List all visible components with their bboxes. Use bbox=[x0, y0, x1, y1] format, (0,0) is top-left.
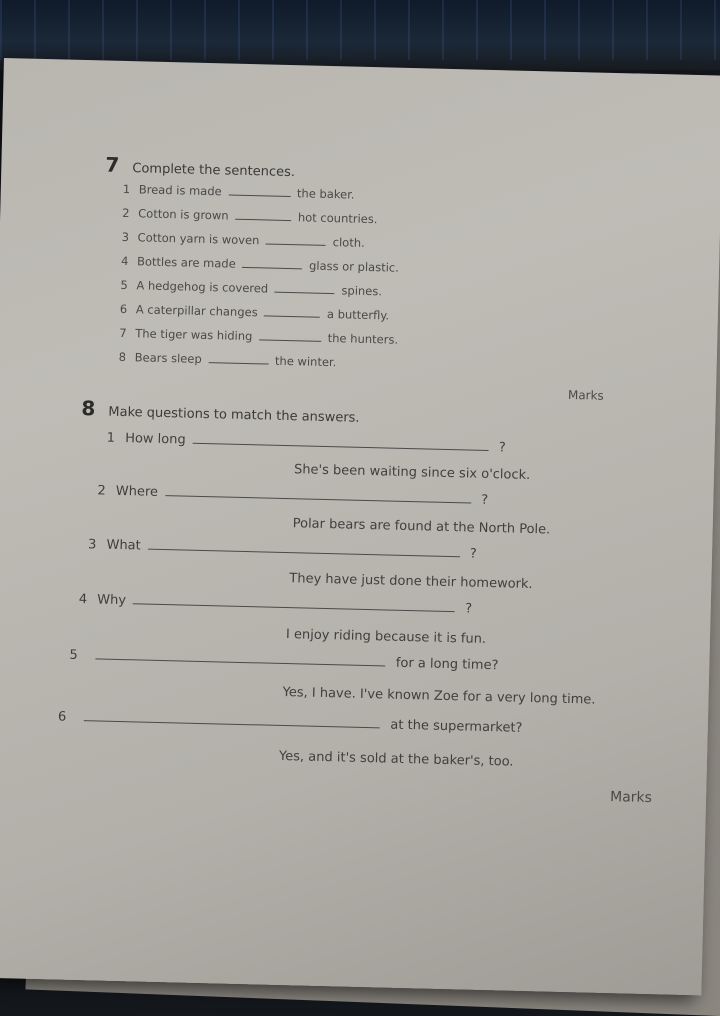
question-end: ? bbox=[464, 601, 473, 617]
exercise-7-number: 7 bbox=[105, 152, 120, 177]
question-end: ? bbox=[481, 492, 489, 508]
question-blank[interactable] bbox=[84, 720, 380, 728]
exercise-7-title: Complete the sentences. bbox=[132, 161, 296, 181]
question-blank[interactable] bbox=[193, 443, 489, 451]
answer-text: They have just done their homework. bbox=[289, 571, 533, 593]
sentence-start: A caterpillar changes bbox=[135, 302, 258, 320]
question-blank[interactable] bbox=[165, 495, 471, 503]
question-start: Where bbox=[115, 483, 159, 500]
item-number: 6 bbox=[57, 709, 67, 725]
answer-text: I enjoy riding because it is fun. bbox=[285, 627, 487, 647]
answer-text: Yes, and it's sold at the baker's, too. bbox=[278, 748, 514, 770]
answer-blank[interactable] bbox=[266, 243, 326, 245]
sentence-start: A hedgehog is covered bbox=[136, 278, 269, 296]
answer-blank[interactable] bbox=[264, 315, 320, 317]
exercise-7-item bbox=[119, 350, 337, 369]
exercise-7-item bbox=[120, 278, 382, 298]
exercise-8-number: 8 bbox=[81, 396, 96, 421]
question-row bbox=[69, 648, 498, 673]
item-number: 6 bbox=[119, 301, 128, 317]
item-number: 1 bbox=[106, 430, 116, 446]
sentence-end: the hunters. bbox=[327, 330, 399, 347]
question-start: Why bbox=[97, 592, 127, 609]
worksheet-page bbox=[0, 58, 720, 995]
answer-blank[interactable] bbox=[242, 267, 302, 269]
item-number: 8 bbox=[118, 349, 127, 365]
question-blank[interactable] bbox=[148, 549, 460, 558]
exercise-7-header bbox=[105, 153, 295, 182]
sentence-start: Bottles are made bbox=[136, 254, 236, 271]
question-end: ? bbox=[469, 546, 477, 562]
question-blank[interactable] bbox=[96, 658, 386, 666]
item-number: 1 bbox=[122, 181, 131, 197]
item-number: 3 bbox=[121, 229, 130, 245]
sentence-end: cloth. bbox=[332, 235, 365, 250]
answer-text: Yes, I have. I've known Zoe for a very long time. bbox=[282, 684, 596, 708]
item-number: 2 bbox=[122, 205, 130, 221]
item-number: 7 bbox=[119, 325, 127, 341]
question-start: What bbox=[106, 537, 141, 554]
question-row bbox=[58, 710, 523, 736]
exercise-7-marks-label: Marks bbox=[567, 387, 604, 403]
sentence-end: spines. bbox=[341, 283, 383, 299]
answer-blank[interactable] bbox=[235, 219, 291, 221]
sentence-start: The tiger was hiding bbox=[135, 326, 253, 344]
question-row bbox=[88, 537, 477, 561]
sentence-end: the baker. bbox=[296, 186, 355, 202]
answer-blank[interactable] bbox=[208, 362, 268, 364]
item-number: 4 bbox=[120, 253, 129, 269]
sentence-end: a butterfly. bbox=[326, 306, 390, 323]
question-row bbox=[79, 592, 473, 617]
answer-blank[interactable] bbox=[228, 195, 290, 198]
item-number: 5 bbox=[120, 277, 128, 293]
exercise-7-item bbox=[122, 206, 378, 226]
exercise-7-item bbox=[121, 254, 399, 275]
sentence-start: Bread is made bbox=[138, 182, 222, 199]
exercise-7-item bbox=[121, 230, 364, 250]
sentence-start: Cotton is grown bbox=[138, 206, 229, 223]
item-number: 2 bbox=[97, 483, 106, 499]
question-end: for a long time? bbox=[395, 655, 499, 674]
answer-text: She's been waiting since six o'clock. bbox=[293, 462, 531, 483]
sentence-end: glass or plastic. bbox=[308, 258, 400, 275]
answer-blank[interactable] bbox=[275, 292, 335, 294]
exercise-8-header bbox=[81, 396, 360, 427]
answer-blank[interactable] bbox=[259, 339, 321, 342]
exercise-7-item bbox=[123, 182, 355, 202]
exercise-8-title: Make questions to match the answers. bbox=[108, 404, 360, 426]
item-number: 4 bbox=[78, 591, 88, 608]
background-pattern bbox=[0, 0, 720, 60]
exercise-7-item bbox=[119, 326, 398, 347]
question-blank[interactable] bbox=[133, 603, 455, 612]
item-number: 5 bbox=[69, 647, 78, 663]
question-end: ? bbox=[498, 440, 506, 456]
sentence-end: hot countries. bbox=[297, 210, 378, 227]
sentence-end: the winter. bbox=[274, 353, 337, 370]
item-number: 3 bbox=[87, 537, 97, 553]
answer-text: Polar bears are found at the North Pole. bbox=[292, 516, 551, 538]
question-row bbox=[97, 483, 488, 508]
sentence-start: Cotton yarn is woven bbox=[137, 230, 260, 248]
sentence-start: Bears sleep bbox=[134, 350, 202, 366]
question-start: How long bbox=[124, 431, 186, 448]
question-end: at the supermarket? bbox=[390, 717, 523, 736]
exercise-7-item bbox=[120, 302, 390, 323]
question-row bbox=[107, 431, 506, 456]
exercise-8-marks-label: Marks bbox=[609, 789, 653, 807]
